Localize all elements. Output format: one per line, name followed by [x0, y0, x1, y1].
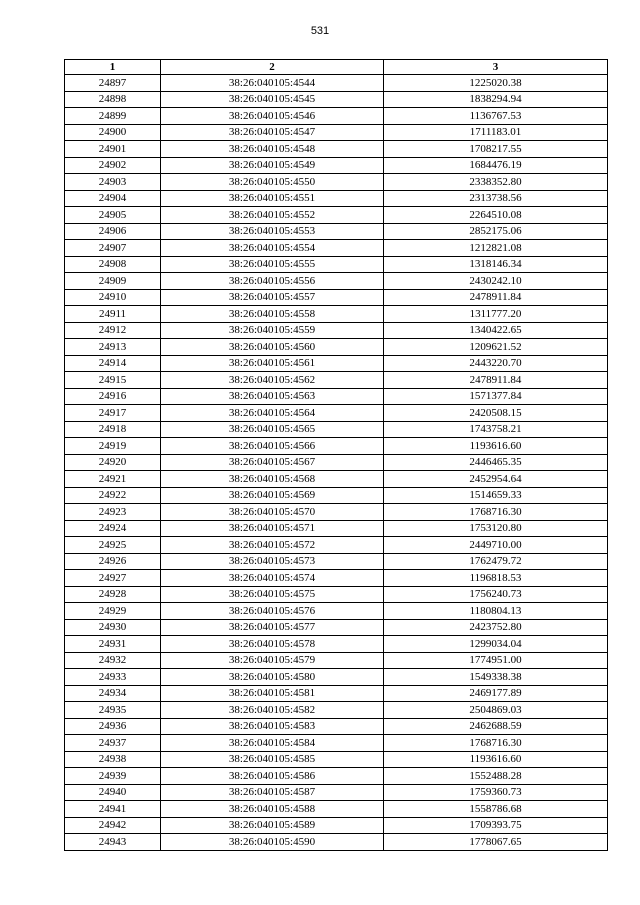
table-row	[65, 586, 608, 603]
table-row	[65, 454, 608, 471]
row-number-cell: 24933	[65, 669, 161, 686]
row-number-cell: 24937	[65, 735, 161, 752]
cadastral-number-cell: 38:26:040105:4549	[161, 157, 384, 174]
table-row	[65, 141, 608, 158]
value-cell: 1778067.65	[384, 834, 608, 851]
row-number-cell: 24928	[65, 586, 161, 603]
value-cell: 2452954.64	[384, 471, 608, 488]
value-cell: 2449710.00	[384, 537, 608, 554]
row-number-cell: 24931	[65, 636, 161, 653]
value-cell: 1743758.21	[384, 421, 608, 438]
table-row	[65, 471, 608, 488]
table-row	[65, 520, 608, 537]
cadastral-number-cell: 38:26:040105:4583	[161, 718, 384, 735]
table-row	[65, 108, 608, 125]
table-row	[65, 768, 608, 785]
row-number-cell: 24924	[65, 520, 161, 537]
table-row	[65, 240, 608, 257]
table-row	[65, 207, 608, 224]
cadastral-number-cell: 38:26:040105:4579	[161, 652, 384, 669]
cadastral-number-cell: 38:26:040105:4553	[161, 223, 384, 240]
cadastral-number-cell: 38:26:040105:4571	[161, 520, 384, 537]
table-row	[65, 784, 608, 801]
table-row	[65, 735, 608, 752]
table-row	[65, 702, 608, 719]
cadastral-number-cell: 38:26:040105:4586	[161, 768, 384, 785]
row-number-cell: 24914	[65, 355, 161, 372]
table-row	[65, 685, 608, 702]
row-number-cell: 24942	[65, 817, 161, 834]
value-cell: 1311777.20	[384, 306, 608, 323]
value-cell: 2852175.06	[384, 223, 608, 240]
value-cell: 1318146.34	[384, 256, 608, 273]
row-number-cell: 24919	[65, 438, 161, 455]
table-row	[65, 174, 608, 191]
cadastral-number-cell: 38:26:040105:4584	[161, 735, 384, 752]
value-cell: 1225020.38	[384, 75, 608, 92]
row-number-cell: 24911	[65, 306, 161, 323]
table-row	[65, 273, 608, 290]
cadastral-number-cell: 38:26:040105:4555	[161, 256, 384, 273]
value-cell: 1756240.73	[384, 586, 608, 603]
value-cell: 1762479.72	[384, 553, 608, 570]
cadastral-number-cell: 38:26:040105:4560	[161, 339, 384, 356]
table-row	[65, 504, 608, 521]
cadastral-number-cell: 38:26:040105:4585	[161, 751, 384, 768]
row-number-cell: 24939	[65, 768, 161, 785]
data-table	[64, 59, 608, 851]
row-number-cell: 24902	[65, 157, 161, 174]
row-number-cell: 24918	[65, 421, 161, 438]
cadastral-number-cell: 38:26:040105:4574	[161, 570, 384, 587]
row-number-cell: 24941	[65, 801, 161, 818]
row-number-cell: 24898	[65, 91, 161, 108]
cadastral-number-cell: 38:26:040105:4590	[161, 834, 384, 851]
cadastral-number-cell: 38:26:040105:4562	[161, 372, 384, 389]
table-row	[65, 669, 608, 686]
column-header-1: 1	[65, 60, 161, 75]
cadastral-number-cell: 38:26:040105:4547	[161, 124, 384, 141]
value-cell: 1299034.04	[384, 636, 608, 653]
row-number-cell: 24934	[65, 685, 161, 702]
cadastral-number-cell: 38:26:040105:4561	[161, 355, 384, 372]
cadastral-number-cell: 38:26:040105:4570	[161, 504, 384, 521]
table-row	[65, 834, 608, 851]
table-row	[65, 322, 608, 339]
cadastral-number-cell: 38:26:040105:4563	[161, 388, 384, 405]
row-number-cell: 24913	[65, 339, 161, 356]
value-cell: 2313738.56	[384, 190, 608, 207]
value-cell: 1768716.30	[384, 504, 608, 521]
table-row	[65, 652, 608, 669]
value-cell: 2443220.70	[384, 355, 608, 372]
value-cell: 2423752.80	[384, 619, 608, 636]
page-number: 531	[310, 25, 330, 37]
row-number-cell: 24912	[65, 322, 161, 339]
cadastral-number-cell: 38:26:040105:4578	[161, 636, 384, 653]
row-number-cell: 24932	[65, 652, 161, 669]
row-number-cell: 24908	[65, 256, 161, 273]
row-number-cell: 24903	[65, 174, 161, 191]
cadastral-number-cell: 38:26:040105:4580	[161, 669, 384, 686]
table-body	[65, 75, 608, 851]
row-number-cell: 24909	[65, 273, 161, 290]
cadastral-number-cell: 38:26:040105:4573	[161, 553, 384, 570]
table-row	[65, 718, 608, 735]
cadastral-number-cell: 38:26:040105:4556	[161, 273, 384, 290]
value-cell: 1209621.52	[384, 339, 608, 356]
value-cell: 1571377.84	[384, 388, 608, 405]
cadastral-number-cell: 38:26:040105:4581	[161, 685, 384, 702]
row-number-cell: 24929	[65, 603, 161, 620]
value-cell: 2338352.80	[384, 174, 608, 191]
value-cell: 1514659.33	[384, 487, 608, 504]
table-row	[65, 751, 608, 768]
row-number-cell: 24920	[65, 454, 161, 471]
value-cell: 1340422.65	[384, 322, 608, 339]
value-cell: 1711183.01	[384, 124, 608, 141]
value-cell: 1136767.53	[384, 108, 608, 125]
cadastral-number-cell: 38:26:040105:4552	[161, 207, 384, 224]
cadastral-number-cell: 38:26:040105:4554	[161, 240, 384, 257]
table-row	[65, 339, 608, 356]
table-row	[65, 487, 608, 504]
table-row	[65, 91, 608, 108]
row-number-cell: 24917	[65, 405, 161, 422]
table-row	[65, 289, 608, 306]
cadastral-number-cell: 38:26:040105:4548	[161, 141, 384, 158]
value-cell: 1180804.13	[384, 603, 608, 620]
table-row	[65, 190, 608, 207]
table-row	[65, 421, 608, 438]
value-cell: 1774951.00	[384, 652, 608, 669]
cadastral-number-cell: 38:26:040105:4546	[161, 108, 384, 125]
value-cell: 2420508.15	[384, 405, 608, 422]
value-cell: 2446465.35	[384, 454, 608, 471]
table-row	[65, 124, 608, 141]
cadastral-number-cell: 38:26:040105:4587	[161, 784, 384, 801]
table-row	[65, 619, 608, 636]
row-number-cell: 24907	[65, 240, 161, 257]
row-number-cell: 24927	[65, 570, 161, 587]
cadastral-number-cell: 38:26:040105:4565	[161, 421, 384, 438]
table-row	[65, 223, 608, 240]
value-cell: 2504869.03	[384, 702, 608, 719]
row-number-cell: 24936	[65, 718, 161, 735]
value-cell: 1549338.38	[384, 669, 608, 686]
cadastral-number-cell: 38:26:040105:4572	[161, 537, 384, 554]
value-cell: 1768716.30	[384, 735, 608, 752]
value-cell: 2469177.89	[384, 685, 608, 702]
table-row	[65, 553, 608, 570]
row-number-cell: 24935	[65, 702, 161, 719]
table-row	[65, 817, 608, 834]
row-number-cell: 24915	[65, 372, 161, 389]
value-cell: 1709393.75	[384, 817, 608, 834]
table-row	[65, 388, 608, 405]
row-number-cell: 24921	[65, 471, 161, 488]
table-row	[65, 306, 608, 323]
table-row	[65, 438, 608, 455]
column-header-3: 3	[384, 60, 608, 75]
table-header-row	[65, 60, 608, 75]
cadastral-number-cell: 38:26:040105:4550	[161, 174, 384, 191]
table-row	[65, 570, 608, 587]
table-row	[65, 537, 608, 554]
table-row	[65, 372, 608, 389]
value-cell: 1196818.53	[384, 570, 608, 587]
value-cell: 1759360.73	[384, 784, 608, 801]
cadastral-number-cell: 38:26:040105:4576	[161, 603, 384, 620]
cadastral-number-cell: 38:26:040105:4569	[161, 487, 384, 504]
row-number-cell: 24904	[65, 190, 161, 207]
cadastral-number-cell: 38:26:040105:4567	[161, 454, 384, 471]
row-number-cell: 24906	[65, 223, 161, 240]
row-number-cell: 24930	[65, 619, 161, 636]
table-row	[65, 801, 608, 818]
row-number-cell: 24943	[65, 834, 161, 851]
value-cell: 1838294.94	[384, 91, 608, 108]
table-row	[65, 636, 608, 653]
table-row	[65, 157, 608, 174]
row-number-cell: 24926	[65, 553, 161, 570]
cadastral-number-cell: 38:26:040105:4544	[161, 75, 384, 92]
row-number-cell: 24899	[65, 108, 161, 125]
row-number-cell: 24901	[65, 141, 161, 158]
cadastral-number-cell: 38:26:040105:4568	[161, 471, 384, 488]
row-number-cell: 24940	[65, 784, 161, 801]
value-cell: 2478911.84	[384, 372, 608, 389]
value-cell: 1552488.28	[384, 768, 608, 785]
value-cell: 1212821.08	[384, 240, 608, 257]
row-number-cell: 24922	[65, 487, 161, 504]
cadastral-number-cell: 38:26:040105:4559	[161, 322, 384, 339]
value-cell: 2462688.59	[384, 718, 608, 735]
table-row	[65, 75, 608, 92]
column-header-2: 2	[161, 60, 384, 75]
value-cell: 1684476.19	[384, 157, 608, 174]
row-number-cell: 24900	[65, 124, 161, 141]
row-number-cell: 24905	[65, 207, 161, 224]
value-cell: 1193616.60	[384, 438, 608, 455]
table-row	[65, 603, 608, 620]
value-cell: 1753120.80	[384, 520, 608, 537]
cadastral-number-cell: 38:26:040105:4588	[161, 801, 384, 818]
table-row	[65, 256, 608, 273]
value-cell: 2478911.84	[384, 289, 608, 306]
table-row	[65, 405, 608, 422]
row-number-cell: 24916	[65, 388, 161, 405]
value-cell: 1708217.55	[384, 141, 608, 158]
table-row	[65, 355, 608, 372]
value-cell: 1193616.60	[384, 751, 608, 768]
value-cell: 2264510.08	[384, 207, 608, 224]
cadastral-number-cell: 38:26:040105:4582	[161, 702, 384, 719]
cadastral-number-cell: 38:26:040105:4557	[161, 289, 384, 306]
cadastral-number-cell: 38:26:040105:4575	[161, 586, 384, 603]
cadastral-number-cell: 38:26:040105:4566	[161, 438, 384, 455]
cadastral-number-cell: 38:26:040105:4577	[161, 619, 384, 636]
row-number-cell: 24897	[65, 75, 161, 92]
cadastral-number-cell: 38:26:040105:4558	[161, 306, 384, 323]
cadastral-number-cell: 38:26:040105:4589	[161, 817, 384, 834]
row-number-cell: 24910	[65, 289, 161, 306]
row-number-cell: 24925	[65, 537, 161, 554]
cadastral-number-cell: 38:26:040105:4564	[161, 405, 384, 422]
value-cell: 2430242.10	[384, 273, 608, 290]
row-number-cell: 24938	[65, 751, 161, 768]
cadastral-number-cell: 38:26:040105:4545	[161, 91, 384, 108]
value-cell: 1558786.68	[384, 801, 608, 818]
row-number-cell: 24923	[65, 504, 161, 521]
cadastral-number-cell: 38:26:040105:4551	[161, 190, 384, 207]
